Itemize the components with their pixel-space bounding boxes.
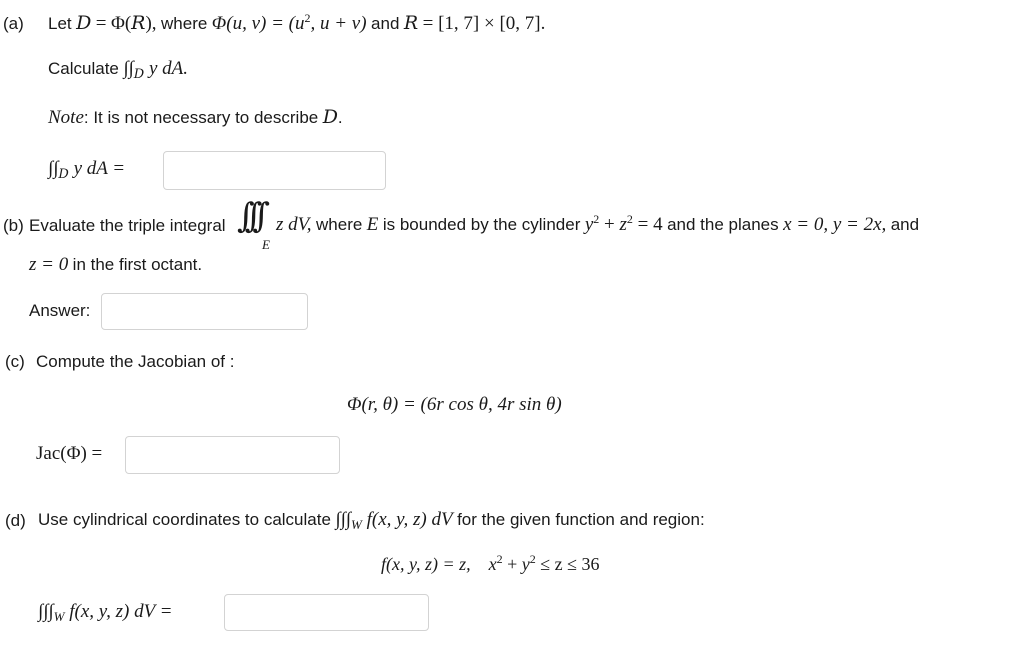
part-a-calculate [48,58,188,80]
part-a-close: ), [145,13,157,34]
part-a-calc-label: Calculate [48,59,119,78]
part-d-text2: for the given function and region: [457,510,705,529]
part-a-integrand: y dA. [148,58,188,79]
part-a-phi-def-left: Φ(u, v) = (u [211,13,305,34]
part-b-integral-sub: E [262,237,270,252]
part-b-integrand: z dV, [276,214,312,235]
part-a-rect: = [1, 7] × [0, 7]. [422,13,546,34]
part-b-z0: z = 0 [29,254,69,275]
part-a-integral [123,58,188,82]
part-a-phi-def [212,13,367,34]
part-d-answer-input[interactable] [224,594,429,631]
part-a-integral-symbol: ∫∫ [123,58,134,79]
part-b-cyl-y: y [584,214,594,235]
part-a-phi-def-right: , u + v) [310,13,367,34]
part-c-mapping [347,394,562,416]
part-a-label: (a) [3,14,24,33]
part-c-mapping-expr: Φ(r, θ) = (6r cos θ, 4r sin θ) [347,394,562,415]
part-a-answer-integral: ∫∫ [48,158,59,179]
part-a-phi-open: Φ( [110,13,132,34]
part-d-answer-label [38,601,172,623]
part-c-label: (c) [5,352,25,371]
part-b-statement [276,214,919,236]
part-a-where: where [161,14,208,33]
part-b-where: where [316,215,363,234]
part-b-cyl-eq: = 4 [637,214,663,235]
part-b-cylinder: $y^2 + z^2 = 4$ [584,212,663,235]
part-a-and: and [371,14,400,33]
part-d-func-region: f(x, y, z) = z, $x^2 + y^2 \le z \le 36$ [381,552,600,574]
part-a-answer-integrand: y dA = [73,158,126,179]
part-b-cyl-z: z [619,214,627,235]
part-d-integral-sub: W [351,517,362,532]
part-b-label: (b) [3,216,24,235]
part-a-eq: = [95,13,107,34]
part-a-answer-input[interactable] [163,151,386,190]
part-b-text3: and the planes [667,215,779,234]
part-d-answer-integrand: f(x, y, z) dV = [69,601,173,622]
part-a-note-label: Note [48,107,84,128]
part-d-func: f(x, y, z) = z, [381,554,471,574]
part-d-integral [335,509,452,530]
part-d-region-x: x [488,554,497,574]
part-b-line2 [29,254,202,276]
part-b-text2: is bounded by the cylinder [382,215,581,234]
part-b-triple-integral-symbol: ∫∫∫ [237,196,261,236]
part-a-let: Let [48,14,72,33]
part-a-note [48,106,343,129]
part-b-E: E [366,214,379,235]
part-a-note-end: . [337,108,343,127]
part-b-planes: x = 0, y = 2x, [783,214,887,235]
part-b-and: and [890,215,920,234]
part-d-region-y: y [521,554,530,574]
part-c-answer-label: Jac(Φ) = [36,443,103,464]
part-a-D: D [76,12,92,34]
part-d-statement [38,509,705,531]
part-a-answer-sub: D [58,167,69,182]
part-c-answer-input[interactable] [125,436,340,474]
part-a-answer-label [48,158,125,180]
part-a-R: R [131,12,146,34]
part-d-integrand: f(x, y, z) dV [366,509,453,530]
part-a-statement [48,12,545,35]
part-a-note-text: : It is not necessary to describe [83,108,319,127]
part-d-region-rest: ≤ z ≤ 36 [540,554,600,574]
part-b-answer-label: Answer: [29,301,91,320]
part-b-text1: Evaluate the triple integral [29,216,226,235]
part-c-text: Compute the Jacobian of : [36,352,235,371]
part-a-sq: 2 [304,11,311,25]
part-a-integral-sub: D [133,67,145,82]
part-b-text4: in the first octant. [72,255,203,274]
part-d-answer-integral: ∫∫∫ [38,601,54,622]
part-d-answer-sub: W [53,609,65,624]
part-d-text1: Use cylindrical coordinates to calculate [38,510,331,529]
part-a-note-D: D [322,106,338,128]
part-a-R2: R [403,12,419,34]
part-d-integral-symbol: ∫∫∫ [335,509,351,530]
part-b-answer-input[interactable] [101,293,308,330]
part-d-label: (d) [5,511,26,530]
